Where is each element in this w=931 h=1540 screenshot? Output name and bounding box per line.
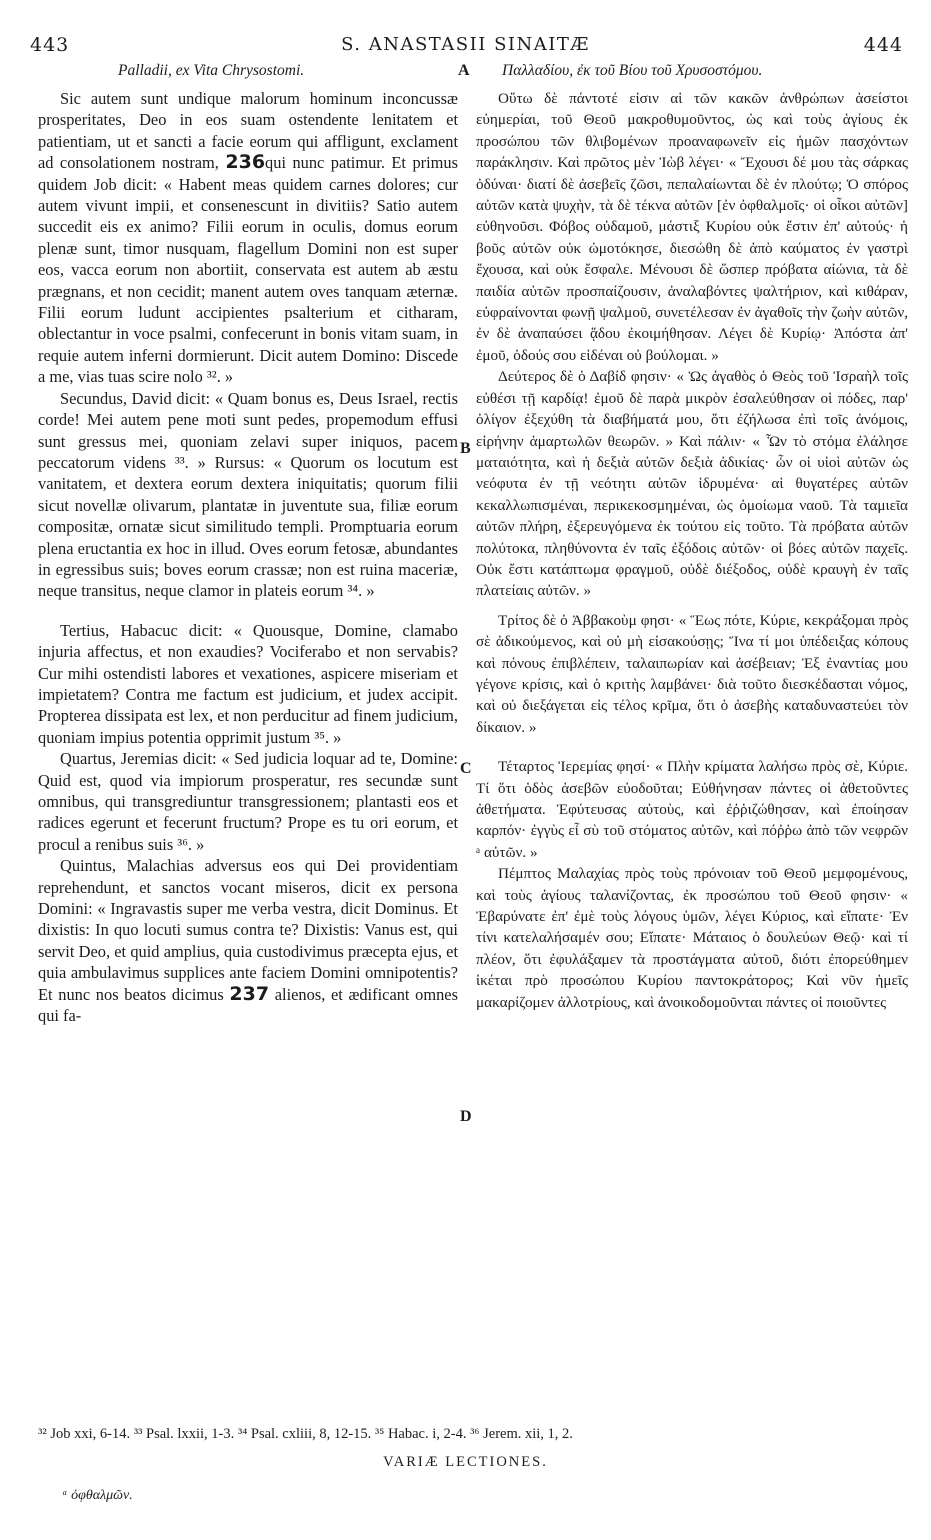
latin-paragraph-2: Secundus, David dicit: « Quam bonus es, Deus Israel, rectis corde! Mei autem pene moti sunt pedes, propemodum effusi sunt gressus mei, quoniam zelavi super iniquos, pacem peccatorum videns ³³. » Rursus: « Quorum os locutum est vanitatem, et dextera eorum dextera iniquitatis; quorum filii sicut novellæ olivarum, plantatæ in juventute sua, filiæ eorum compositæ, ornatæ sicut similitudo templi. Promptuaria eorum plena eructantia ex hoc in illud. Oves eorum fetosæ, abundantes in egressibus suis; boves eorum crassæ; non est ruina maceriæ, neque transitus, neque clamor in plateis eorum ³⁴. » [38,388,458,601]
column-number-237: 237 [229,982,270,1005]
greek-column [476,88,908,1013]
running-title: S. ANASTASII SINAITÆ [341,34,590,55]
footnotes: ³² Job xxi, 6-14. ³³ Psal. lxxii, 1-3. ³⁴ Psal. cxliii, 8, 12-15. ³⁵ Habac. i, 2-4. ³⁶ Jerem. xii, 1, 2. [38,1426,573,1442]
latin-text: qui nunc patimur. Et primus quidem Job dicit: « Habent meas quidem carnes dolores; cur autem vivunt impii, et consenescunt in divitiis? Satio autem succedit eis ex animo? Filii eorum in oculis, domus eorum plenæ sunt, timor nusquam, flagellum Domini non est super eos, vacca eorum non abortiit, conservata est autem ab æstu prægnans, et non cecidit; manent autem oves tanquam æternæ. Filii eorum ludunt accipientes psalterium et citharam, oblectantur in voce psalmi, confecerunt in bonis vitam suam, in requie autem inferni dormierunt. Dicit autem Domino: Discede a me, vias tuas scire nolo ³². » [38,153,458,387]
section-marker-d: D [460,1108,472,1125]
greek-paragraph-5: Πέμπτος Μαλαχίας πρὸς τοὺς πρόνοιαν τοῦ Θεοῦ μεμφομένους, καὶ τοὺς ἁγίους ταλανίζοντας, ἐκ προσώπου τοῦ Θεοῦ φησιν· « Ἐβαρύνατε ἐπ' ἐμὲ τοὺς λόγους ὑμῶν, λέγει Κύριος, καὶ εἴπατε· Ἐν τίνι κατελαλήσαμέν σου; Εἴπατε· Μάταιος ὁ δουλεύων Θεῷ· καὶ τί πλέον, ὅτι ἐφυλάξαμεν τὰ προστάγματα αὐτοῦ, διότι ἐπορεύθημεν ἱκέται πρὸ προσώπου Κυρίου παντοκράτορος; Καὶ νῦν ἡμεῖς μακαρίζομεν ἀλλοτρίους, καὶ ἀνοικοδομοῦνται πάντες οἱ ποιοῦντες [476,865,908,1011]
section-marker-c: C [460,760,472,777]
latin-column-head: Palladii, ex Vita Chrysostomi. [118,62,305,79]
column-number-236: 236 [225,151,266,174]
greek-paragraph-2: Δεύτερος δὲ ὁ Δαβίδ φησιν· « Ὡς ἀγαθὸς ὁ Θεὸς τοῦ Ἰσραὴλ τοῖς εὐθέσι τῇ καρδίᾳ! ἐμοῦ δὲ παρὰ μικρὸν ἐσαλεύθησαν οἱ πόδες, παρ' ὀλίγον ἐξεχύθη τὰ διαβήματά μου, ὅτι ἐζήλωσα ἐπὶ τοῖς ἀνόμοις, εἰρήνην ἁμαρτωλῶν θεωρῶν. » Καὶ πάλιν· « Ὧν τὸ στόμα ἐλάλησε ματαιότητα, καὶ ἡ δεξιὰ αὐτῶν δεξιὰ ἀδικίας· ὧν οἱ υἱοὶ αὐτῶν ὡς νεόφυτα ἐν τῇ νεότητι αὐτῶν ἱδρυμένα· αἱ θυγατέρες αὐτῶν κεκαλλωπισμέναι, περικεκοσμημέναι, ὡς ὁμοίωμα ναοῦ. Τὰ ταμιεῖα αὐτῶν πλήρη, ἐξερευγόμενα ἐκ τούτου εἰς τοῦτο. Τὰ πρόβατα αὐτῶν πολύτοκα, πληθύνοντα ἐν ταῖς ἐξόδοις αὐτῶν· οἱ βόες αὐτῶν παχεῖς. Οὐκ ἔστι κατάπτωμα φραγμοῦ, οὐδὲ διέξοδος, οὐδὲ κραυγὴ ἐν ταῖς πλατείαις αὐτῶν. » [476,368,908,600]
latin-column [38,88,458,1026]
latin-text: Quintus, Malachias adversus eos qui Dei providentiam reprehendunt, et sanctos vocant miseros, dicit ex persona Domini: « Ingravastis super me verba vestra, dicit Dominus. Et dixistis: In quo locuti sumus contra te? Dixistis: Vanus est, qui servit Deo, et quid amplius, quia custodivimus præcepta ejus, et quia ambulavimus supplices ante faciem Domini omnipotentis? Et nunc nos beatos dicimus [38,856,458,1004]
latin-paragraph-3: Tertius, Habacuc dicit: « Quousque, Domine, clamabo injuria affectus, et non exaudies? Vociferabo et non servabis? Cur mihi ostendisti labores et vexationes, aspicere miseriam et impietatem? Contra me factum est judicium, et judex accipit. Propterea dissipata est lex, et non perducitur ad finem judicium, quoniam impius potentia opprimit justum ³⁵. » [38,620,458,747]
section-marker-b: B [460,440,471,457]
page-number-left: 443 [30,34,70,56]
section-marker-a: A [458,62,470,79]
greek-paragraph-3: Τρίτος δὲ ὁ Ἀββακοὺμ φησι· « Ἕως πότε, Κύριε, κεκράξομαι πρὸς σὲ ἀδικούμενος, καὶ οὐ μὴ εἰσακούσῃς; Ἵνα τί μοι ὑπέδειξας κόπους καὶ πόνους ἐπιβλέπειν, ταλαιπωρίαν καὶ ἀσέβειαν; Ἐξ ἐναντίας μου γέγονε κρίσις, καὶ ὁ κριτὴς λαμβάνει· διὰ τοῦτο διεσκέδασται νόμος, καὶ οὐ διεξάγεται εἰς τέλος κρῖμα, ὅτι ὁ ἀσεβὴς καταδυναστεύει τὸν δίκαιον. » [476,611,908,736]
variant-reading: ᵃ ὀφθαλμῶν. [62,1488,133,1503]
latin-paragraph-4: Quartus, Jeremias dicit: « Sed judicia loquar ad te, Domine: Quid est, quod via impiorum prosperatur, res secundæ sunt omnibus, qui transgrediuntur transgressionem; plantasti eos et radices egerunt et fecerunt fructum? Prope es tu ori eorum, et procul a renibus suis ³⁶. » [38,749,458,854]
latin-text: Sic autem sunt undique malorum hominum inconcussæ prosperitates, Deo in eos suam ostendente lenitatem et patientiam, ut et sancti a facie eorum qui affligunt, exclament ad consolationem nostram, [38,89,458,173]
greek-paragraph-1: Οὕτω δὲ πάντοτέ εἰσιν αἱ τῶν κακῶν ἀνθρώπων ἀσείστοι εὐημερίαι, τοῦ Θεοῦ μακροθυμοῦντος, ὡς καὶ τοὺς ἁγίους ἐκ προσώπου τῶν θλιβομένων προαναφωνεῖν εἰς ἡμῶν πασχόντων παράκλησιν. Καὶ πρῶτος μὲν Ἰὼβ λέγει· « Ἔχουσι δέ μου τὰς σάρκας ὀδύναι· διατί δὲ ἀσεβεῖς ζῶσι, πεπαλαίωνται δὲ ἐν πλούτῳ; Ὁ σπόρος αὐτῶν κατὰ ψυχὴν, τὰ δὲ τέκνα αὐτῶν [ἐν ὀφθαλμοῖς· οἱ οἶκοι αὐτῶν] εὐθηνοῦσι. Φόβος οὐδαμοῦ, μάστιξ Κυρίου οὐκ ἔστιν ἐπ' αὐτούς· ἡ βοῦς αὐτῶν οὐκ ὠμοτόκησε, διεσώθη δὲ ἀπὸ καύματος ἐν γαστρὶ ἔχουσα, καὶ οὐκ ἔσφαλε. Μένουσι δὲ ὥσπερ πρόβατα αἰώνια, τὰ δὲ παιδία αὐτῶν προσπαίζουσιν, ἀναλαβόντες ψαλτήριον, καὶ κιθάραν, εὐφραίνονται φωνῇ ψαλμοῦ, συνετέλεσαν ἐν ἀγαθοῖς τὴν ζωὴν αὐτῶν, ἐν δὲ ἀναπαύσει ᾅδου ἐκοιμήθησαν. Λέγει δὲ Κυρίῳ· Ἀπόστα ἀπ' ἐμοῦ, ὁδούς σου εἰδέναι οὐ βούλομαι. » [476,90,908,364]
variae-lectiones-heading: VARIÆ LECTIONES. [383,1454,548,1470]
latin-paragraph-1 [38,88,458,388]
latin-text: alienos, et ædificant omnes qui fa- [38,984,458,1026]
greek-column-head: Παλλαδίου, ἐκ τοῦ Βίου τοῦ Χρυσοστόμου. [502,62,763,79]
latin-paragraph-5 [38,855,458,1026]
greek-paragraph-4: Τέταρτος Ἱερεμίας φησί· « Πλὴν κρίματα λαλήσω πρὸς σὲ, Κύριε. Τί ὅτι ὁδὸς ἀσεβῶν εὐοδοῦται; Εὐθήνησαν πάντες οἱ ἀθετοῦντες ἀθετήματα. Ἐφύτευσας αὐτοὺς, καὶ ἐῤῥιζώθησαν, καὶ ἐποίησαν καρπόν· ἐγγὺς εἶ σὺ τοῦ στόματος αὐτῶν, καὶ πόῤῥω ἀπὸ τῶν νεφρῶν ᵃ αὐτῶν. » [476,758,908,861]
page-number-right: 444 [863,34,903,56]
